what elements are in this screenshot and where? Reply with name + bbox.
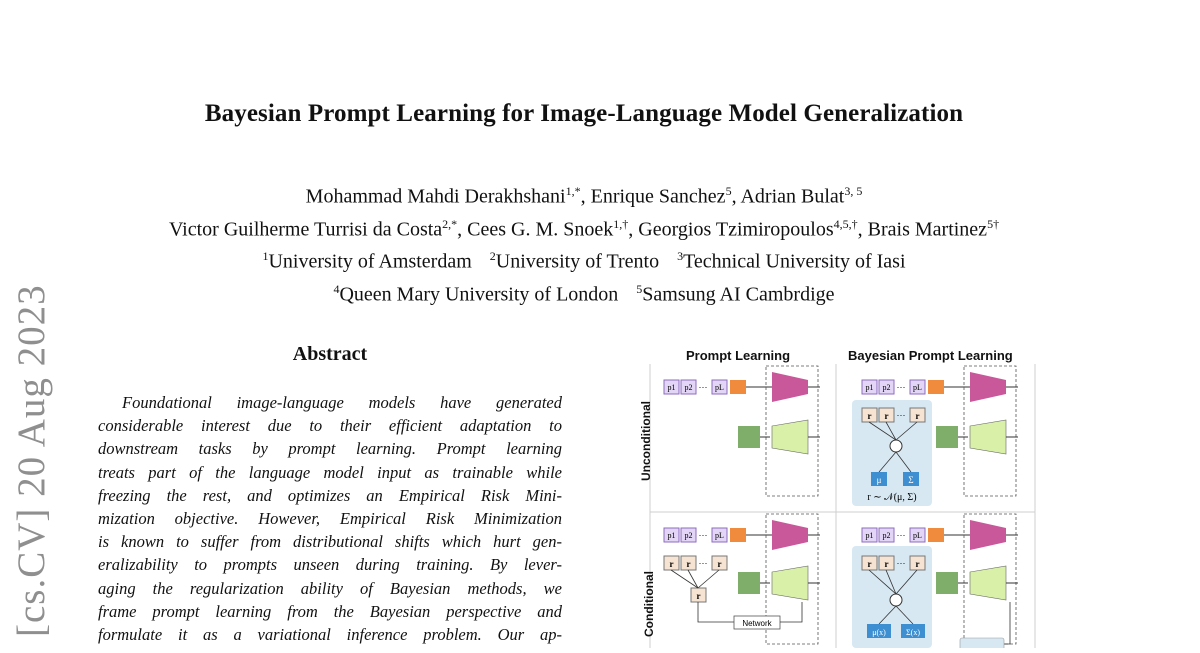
prompt-token-label: p1 [667, 531, 676, 540]
teaser-figure [630, 340, 1040, 648]
image-encoder [772, 566, 808, 600]
prompt-token-label: p2 [684, 383, 693, 392]
class-token [730, 528, 746, 542]
context-token-label: r [686, 559, 691, 569]
edge [698, 602, 734, 622]
author-block [0, 178, 1168, 309]
context-token-label: r [867, 411, 872, 421]
abstract-line: is known to suffer from distributional shifts which hurt gen- [98, 532, 562, 552]
cov-label: Σ [908, 475, 914, 485]
affiliation: Technical University of Iasi [683, 250, 906, 273]
authors-line-2: Victor Guilherme Turrisi da Costa$^{2,*}$, Cees G. M. Snoek$^{1,\dagger}$, Georgios Tzimiropoulos$^{4,5,\dagger}$, Brais Martinez$^{5\dagger}$ [168, 216, 1000, 241]
sampling-node [890, 594, 902, 606]
input-image [738, 426, 760, 448]
context-token-label: r [884, 559, 889, 569]
mean-label: μ(x) [872, 628, 886, 637]
edge [671, 570, 698, 588]
class-token [928, 528, 944, 542]
edge [1004, 602, 1010, 644]
prompt-token-label: p2 [684, 531, 693, 540]
abstract-line: formulate it as a variational inference problem. Our ap- [98, 625, 562, 645]
ellipsis: ··· [896, 558, 906, 568]
ellipsis: ··· [896, 410, 906, 420]
class-token [730, 380, 746, 394]
author-name: Mohammad Mahdi Derakhshani [305, 185, 566, 208]
context-token-label: r [915, 559, 920, 569]
network-label: Network [742, 619, 772, 628]
author-name: Victor Guilherme Turrisi da Costa [168, 218, 443, 241]
input-image [936, 572, 958, 594]
ellipsis: ··· [698, 558, 708, 568]
prompt-token-label: p2 [882, 383, 891, 392]
text-encoder [772, 520, 808, 550]
class-token [928, 380, 944, 394]
authors-line-1: Mohammad Mahdi Derakhshani$^{1,*}$, Enrique Sanchez$^5$, Adrian Bulat$^{3, 5}$ [305, 184, 863, 208]
prompt-token-label: pL [913, 383, 922, 392]
affiliations-line-1: $^1$University of Amsterdam $^2$University of Trento $^3$Technical University of Iasi [262, 249, 906, 273]
abstract-line: Foundational image-language models have generated [122, 393, 562, 412]
prompt-token-label: p1 [865, 383, 874, 392]
abstract-line: frame prompt learning from the Bayesian perspective and [98, 601, 562, 621]
edge [780, 602, 802, 622]
figure-diagram [630, 340, 1040, 648]
sampling-node [890, 440, 902, 452]
row-label-unconditional: Unconditional [639, 401, 653, 481]
context-token-label: r [915, 411, 920, 421]
text-encoder [970, 372, 1006, 402]
context-token-label: r [717, 559, 722, 569]
ellipsis: ··· [698, 530, 708, 540]
input-image [738, 572, 760, 594]
ellipsis: ··· [698, 382, 708, 392]
prior-box [960, 638, 1004, 648]
prompt-token-label: pL [913, 531, 922, 540]
context-token-label: r [884, 411, 889, 421]
prompt-token-label: p1 [865, 531, 874, 540]
abstract-body [98, 391, 562, 646]
column-heading-bayesian: Bayesian Prompt Learning [848, 348, 1013, 363]
row-label-conditional: Conditional [642, 571, 656, 637]
distribution-label: r ∼ 𝒩(μ, Σ) [867, 492, 917, 503]
context-token-label: r [867, 559, 872, 569]
abstract-line: eralizability to prompts unseen during training. By lever- [98, 555, 562, 575]
affiliation: Queen Mary University of London [339, 283, 619, 306]
mean-label: μ [876, 475, 882, 485]
affiliation: University of Trento [495, 250, 660, 273]
prompt-token-label: pL [715, 383, 724, 392]
context-token-label: r [669, 559, 674, 569]
prompt-token-label: p2 [882, 531, 891, 540]
author-name: Adrian Bulat [740, 185, 845, 208]
prompt-token-label: pL [715, 531, 724, 540]
cov-label: Σ(x) [906, 628, 920, 637]
author-name: Brais Martinez [867, 218, 988, 241]
image-encoder [772, 420, 808, 454]
text-encoder [970, 520, 1006, 550]
prompt-token-label: p1 [667, 383, 676, 392]
abstract-line: considerable interest due to their efficient adaptation to [98, 416, 562, 436]
affiliation: University of Amsterdam [268, 250, 472, 273]
abstract-line: treats part of the language model input as trainable while [98, 462, 562, 482]
context-token-label: r [696, 591, 701, 601]
image-encoder [970, 420, 1006, 454]
author-name: Enrique Sanchez [590, 185, 726, 208]
abstract-line: mization objective. However, Empirical Risk Minimization [98, 509, 562, 529]
affiliation: Samsung AI Cambrdige [642, 283, 835, 306]
text-encoder [772, 372, 808, 402]
column-heading-prompt-learning: Prompt Learning [686, 348, 791, 363]
edge [688, 570, 698, 588]
author-name: Georgios Tzimiropoulos [638, 218, 834, 241]
image-encoder [970, 566, 1006, 600]
ellipsis: ··· [896, 382, 906, 392]
edge [698, 570, 719, 588]
abstract-line: freezing the rest, and optimizes an Empirical Risk Mini- [98, 485, 562, 505]
abstract-line: downstream tasks by prompt learning. Prompt learning [98, 439, 562, 459]
author-name: Cees G. M. Snoek [467, 218, 614, 241]
ellipsis: ··· [896, 530, 906, 540]
paper-title: Bayesian Prompt Learning for Image-Language Model Generalization [204, 100, 964, 127]
abstract-heading: Abstract [292, 343, 368, 365]
arxiv-stamp: [cs.CV] 20 Aug 2023 [10, 284, 53, 637]
input-image [936, 426, 958, 448]
abstract-line: aging the regularization ability of Bayesian methods, we [98, 578, 562, 598]
affiliations-line-2: $^4$Queen Mary University of London $^5$Samsung AI Cambrdige [333, 281, 835, 306]
